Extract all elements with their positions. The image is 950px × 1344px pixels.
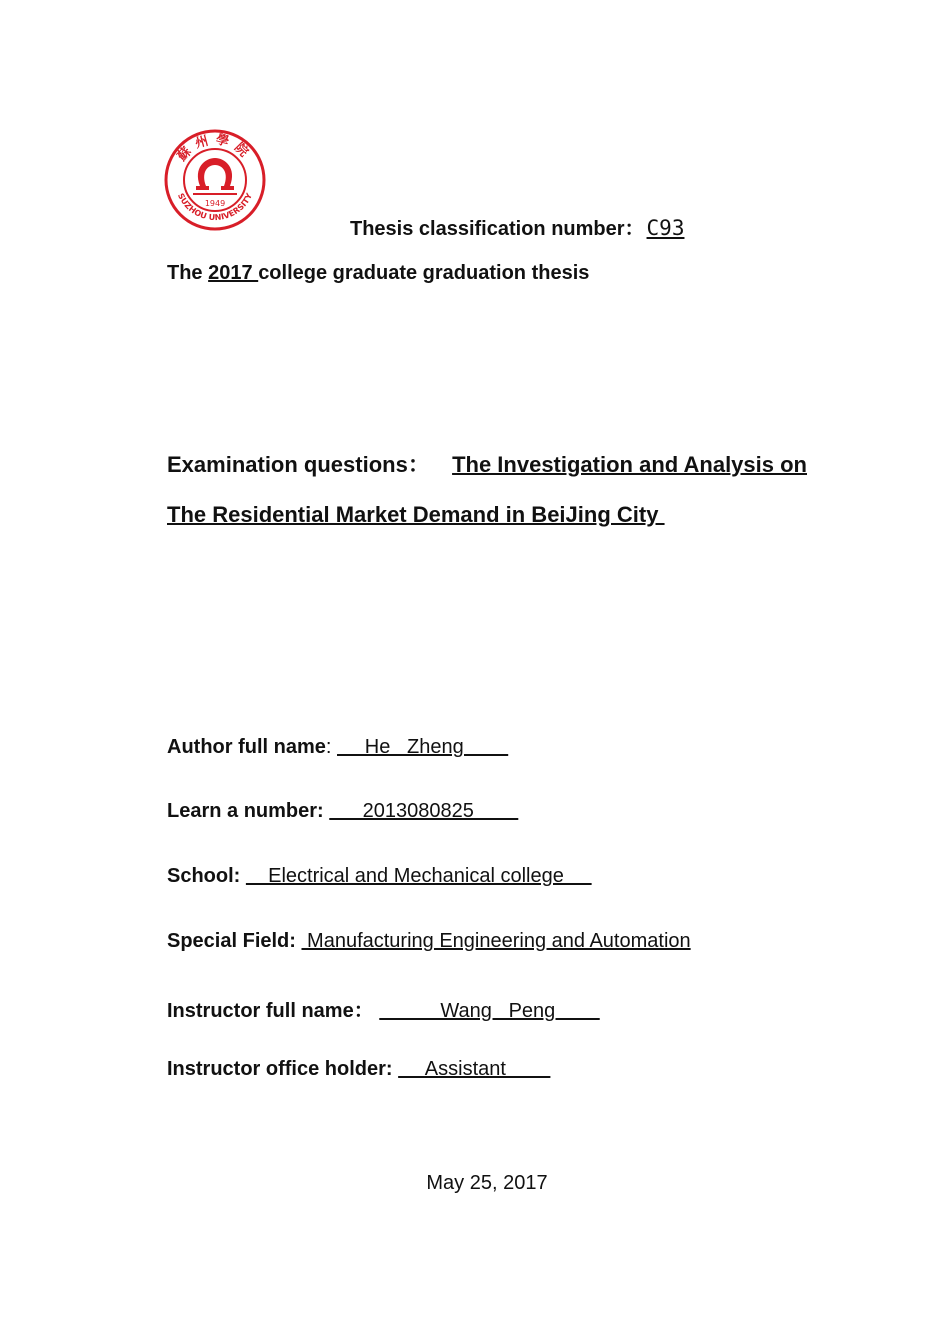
school-value: Electrical and Mechanical college <box>245 865 592 887</box>
thesis-date: May 25, 2017 <box>426 1172 548 1194</box>
thesis-heading <box>167 262 589 285</box>
seal-year: 1949 <box>204 199 226 208</box>
author-name-field <box>167 736 508 759</box>
exam-title-line-1: The Investigation and Analysis on <box>452 452 807 477</box>
instructor-name-field <box>167 994 600 1023</box>
student-number-value: 2013080825 <box>329 800 519 822</box>
examination-questions <box>167 440 807 540</box>
special-field-value: Manufacturing Engineering and Automation <box>301 930 691 952</box>
thesis-prefix: The <box>167 262 209 284</box>
instructor-office-value: Assistant <box>398 1058 551 1080</box>
seal-top-text: 蘇州學院 <box>174 132 256 165</box>
author-name-separator: : <box>325 736 338 758</box>
author-name-label: Author full name <box>167 736 326 758</box>
seal-bottom-text: SUZHOU UNIVERSITY <box>175 191 255 223</box>
instructor-name-label: Instructor full name <box>167 1000 354 1022</box>
school-field <box>167 865 592 888</box>
thesis-year: 2017 <box>208 262 259 284</box>
exam-label: Examination questions： <box>167 452 430 477</box>
instructor-name-separator: ： <box>353 1000 380 1022</box>
student-number-label: Learn a number: <box>167 800 330 822</box>
special-field-label: Special Field: <box>167 930 302 952</box>
classification-code: C93 <box>646 216 685 240</box>
instructor-name-value: Wang Peng <box>379 1000 600 1022</box>
instructor-office-label: Instructor office holder: <box>167 1058 399 1080</box>
exam-title-line-2: The Residential Market Demand in BeiJing City <box>167 502 665 527</box>
student-number-field <box>167 800 518 823</box>
special-field-field <box>167 930 691 953</box>
school-label: School: <box>167 865 246 887</box>
instructor-office-field <box>167 1058 550 1081</box>
university-seal-logo <box>163 128 267 232</box>
classification-label: Thesis classification number： <box>350 218 645 240</box>
thesis-suffix: college graduate graduation thesis <box>258 262 590 284</box>
classification-number <box>350 212 684 241</box>
author-name-value: He Zheng <box>337 736 509 758</box>
